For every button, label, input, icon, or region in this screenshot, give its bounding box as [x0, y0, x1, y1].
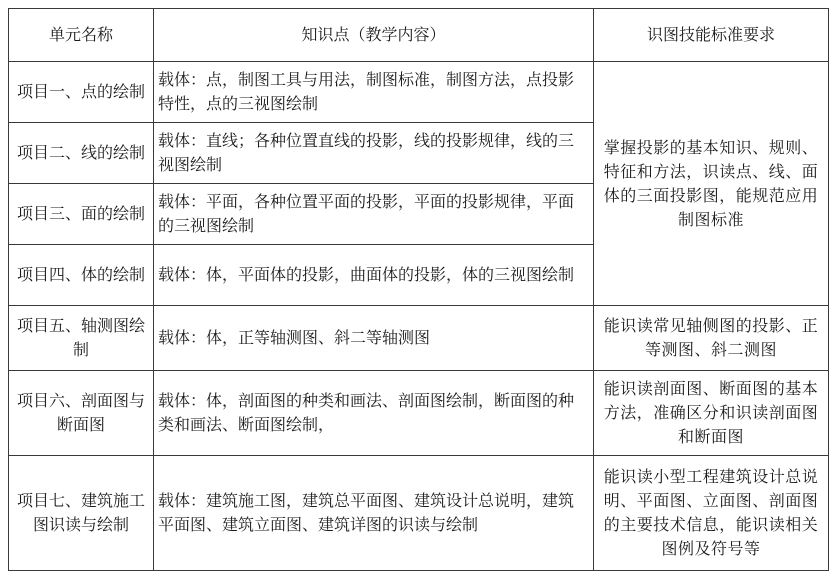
knowledge-cell: 载体：体，正等轴测图、斜二等轴测图 [154, 306, 594, 371]
knowledge-cell: 载体：体，剖面图的种类和画法、剖面图绘制，断面图的种类和画法、断面图绘制， [154, 371, 594, 456]
unit-name-cell: 项目一、点的绘制 [9, 62, 154, 123]
table-row [9, 371, 829, 456]
unit-name-cell: 项目四、体的绘制 [9, 245, 154, 306]
requirement-cell: 能识读小型工程建筑设计总说明、平面图、立面图、剖面图的主要技术信息，能识读相关图例及符号等 [594, 456, 829, 571]
header-unit-name: 单元名称 [9, 9, 154, 62]
unit-name-cell: 项目六、剖面图与断面图 [9, 371, 154, 456]
merged-requirement-cell: 掌握投影的基本知识、规则、特征和方法，识读点、线、面体的三面投影图，能规范应用制图标准 [594, 62, 829, 306]
header-knowledge-points: 知识点（教学内容） [154, 9, 594, 62]
unit-name-cell: 项目五、轴测图绘制 [9, 306, 154, 371]
unit-name-cell: 项目二、线的绘制 [9, 123, 154, 184]
table-row [9, 306, 829, 371]
knowledge-cell: 载体：体，平面体的投影，曲面体的投影，体的三视图绘制 [154, 245, 594, 306]
unit-name-cell: 项目三、面的绘制 [9, 184, 154, 245]
knowledge-cell: 载体：建筑施工图，建筑总平面图、建筑设计总说明，建筑平面图、建筑立面图、建筑详图的识读与绘制 [154, 456, 594, 571]
knowledge-cell: 载体：平面，各种位置平面的投影，平面的投影规律，平面的三视图绘制 [154, 184, 594, 245]
requirement-cell: 能识读常见轴侧图的投影、正等测图、斜二测图 [594, 306, 829, 371]
knowledge-cell: 载体：直线；各种位置直线的投影，线的投影规律，线的三视图绘制 [154, 123, 594, 184]
unit-name-cell: 项目七、建筑施工图识读与绘制 [9, 456, 154, 571]
requirement-cell: 能识读剖面图、断面图的基本方法，准确区分和识读剖面图和断面图 [594, 371, 829, 456]
curriculum-table [8, 8, 829, 571]
table-row [9, 62, 829, 123]
table-header-row [9, 9, 829, 62]
knowledge-cell: 载体：点，制图工具与用法，制图标准，制图方法，点投影特性，点的三视图绘制 [154, 62, 594, 123]
table-row [9, 456, 829, 571]
header-skill-requirements: 识图技能标准要求 [594, 9, 829, 62]
